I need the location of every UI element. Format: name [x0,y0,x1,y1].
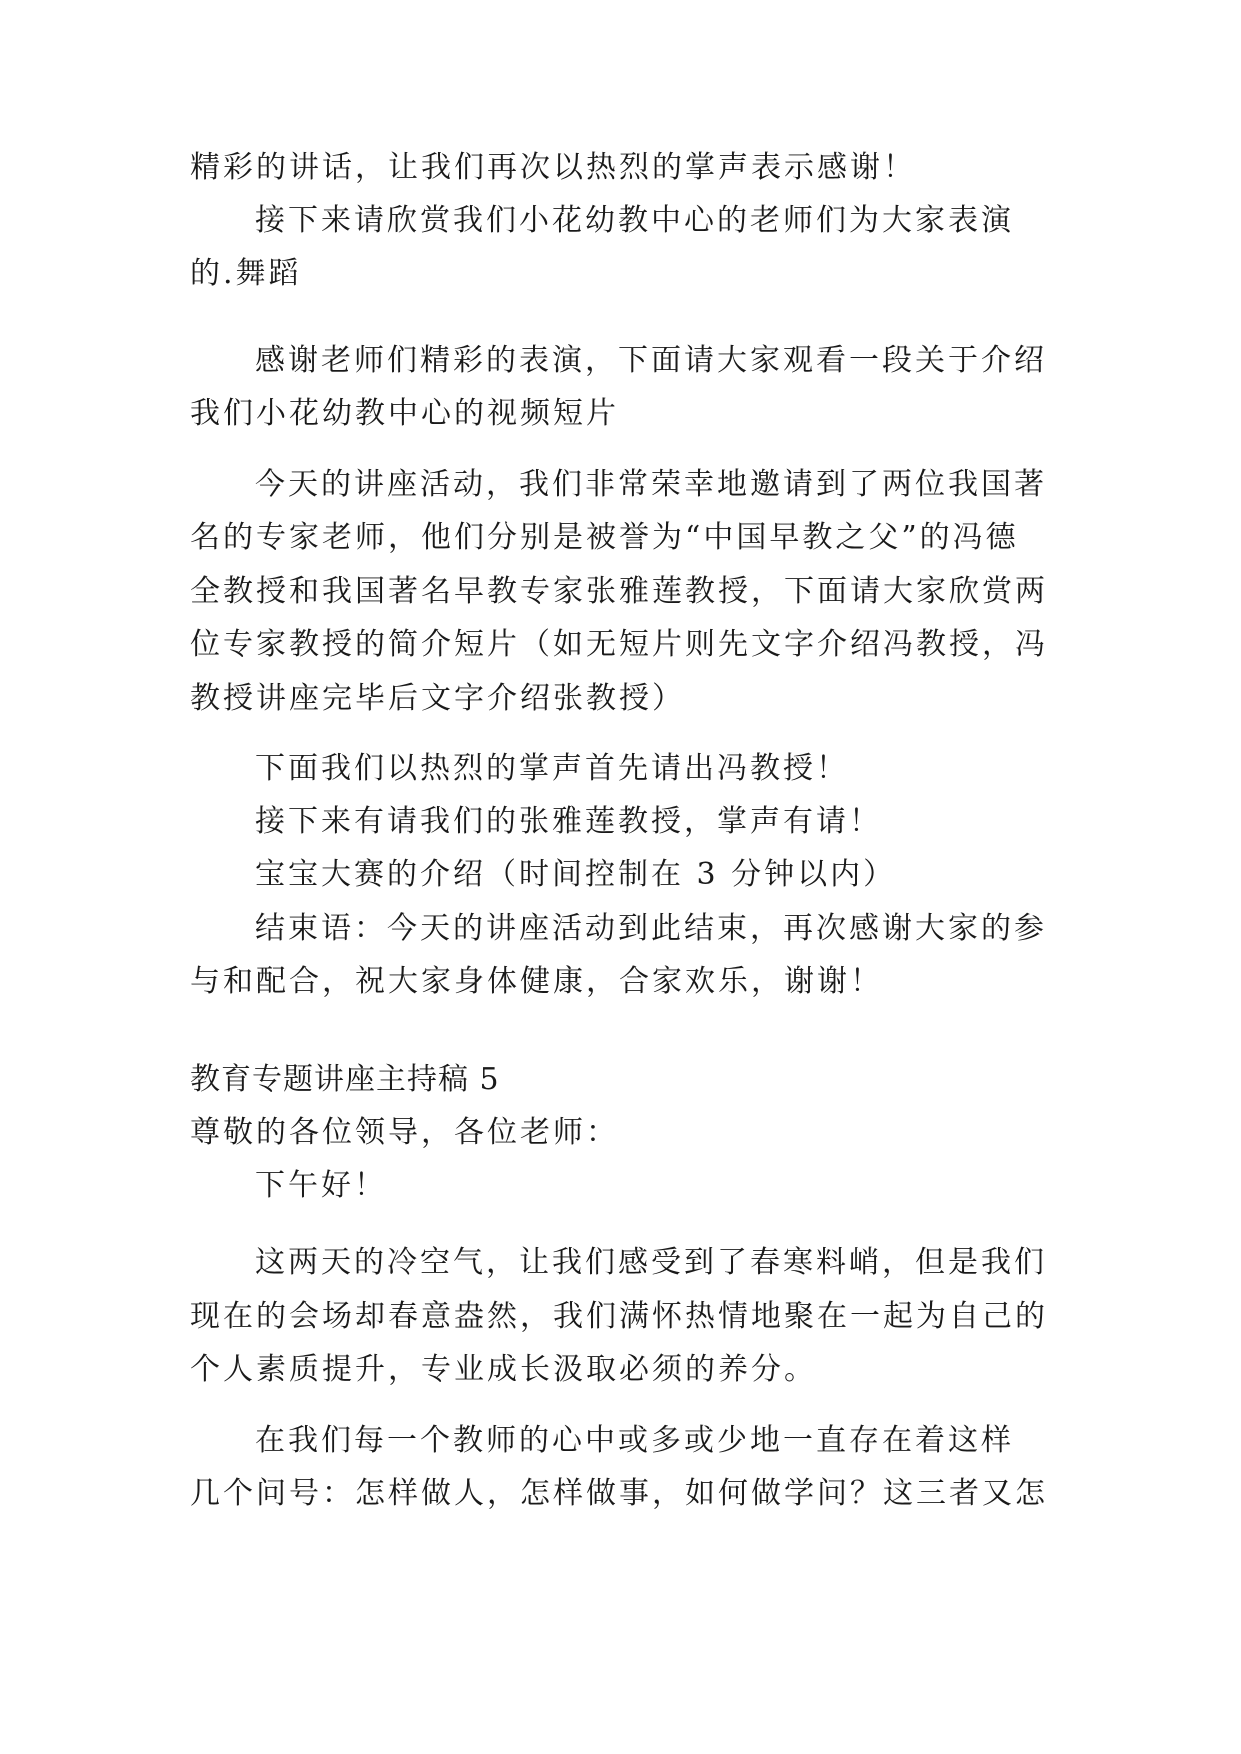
text-line: 感谢老师们精彩的表演，下面请大家观看一段关于介绍 [255,343,1047,378]
text-line: 结束语：今天的讲座活动到此结束，再次感谢大家的参 [255,911,1047,946]
section-heading: 教育专题讲座主持稿 5 [190,1062,500,1097]
text-line: 今天的讲座活动，我们非常荣幸地邀请到了两位我国著 [255,467,1047,502]
text-line: 现在的会场却春意盎然，我们满怀热情地聚在一起为自己的 [190,1299,1048,1334]
greeting: 下午好！ [255,1168,387,1203]
text-line: 宝宝大赛的介绍（时间控制在 3 分钟以内） [255,857,897,892]
salutation: 尊敬的各位领导，各位老师： [190,1115,619,1150]
text-line: 下面我们以热烈的掌声首先请出冯教授！ [255,751,849,786]
text-line: 的.舞蹈 [190,256,302,291]
text-line: 接下来请欣赏我们小花幼教中心的老师们为大家表演 [255,203,1014,238]
text-line: 教授讲座完毕后文字介绍张教授） [190,681,685,716]
text-line: 精彩的讲话，让我们再次以热烈的掌声表示感谢！ [190,150,916,185]
text-line: 我们小花幼教中心的视频短片 [190,396,619,431]
text-line: 这两天的冷空气，让我们感受到了春寒料峭，但是我们 [255,1245,1047,1280]
text-line: 全教授和我国著名早教专家张雅莲教授，下面请大家欣赏两 [190,574,1048,609]
text-line: 与和配合，祝大家身体健康，合家欢乐，谢谢！ [190,964,883,999]
text-line: 在我们每一个教师的心中或多或少地一直存在着这样 [255,1423,1014,1458]
text-line: 名的专家老师，他们分别是被誉为“中国早教之父”的冯德 [190,520,1019,555]
text-line: 个人素质提升，专业成长汲取必须的养分。 [190,1352,817,1387]
text-line: 位专家教授的简介短片（如无短片则先文字介绍冯教授，冯 [190,627,1048,662]
text-line: 接下来有请我们的张雅莲教授，掌声有请！ [255,804,882,839]
text-line: 几个问号：怎样做人，怎样做事，如何做学问？这三者又怎 [190,1476,1048,1511]
